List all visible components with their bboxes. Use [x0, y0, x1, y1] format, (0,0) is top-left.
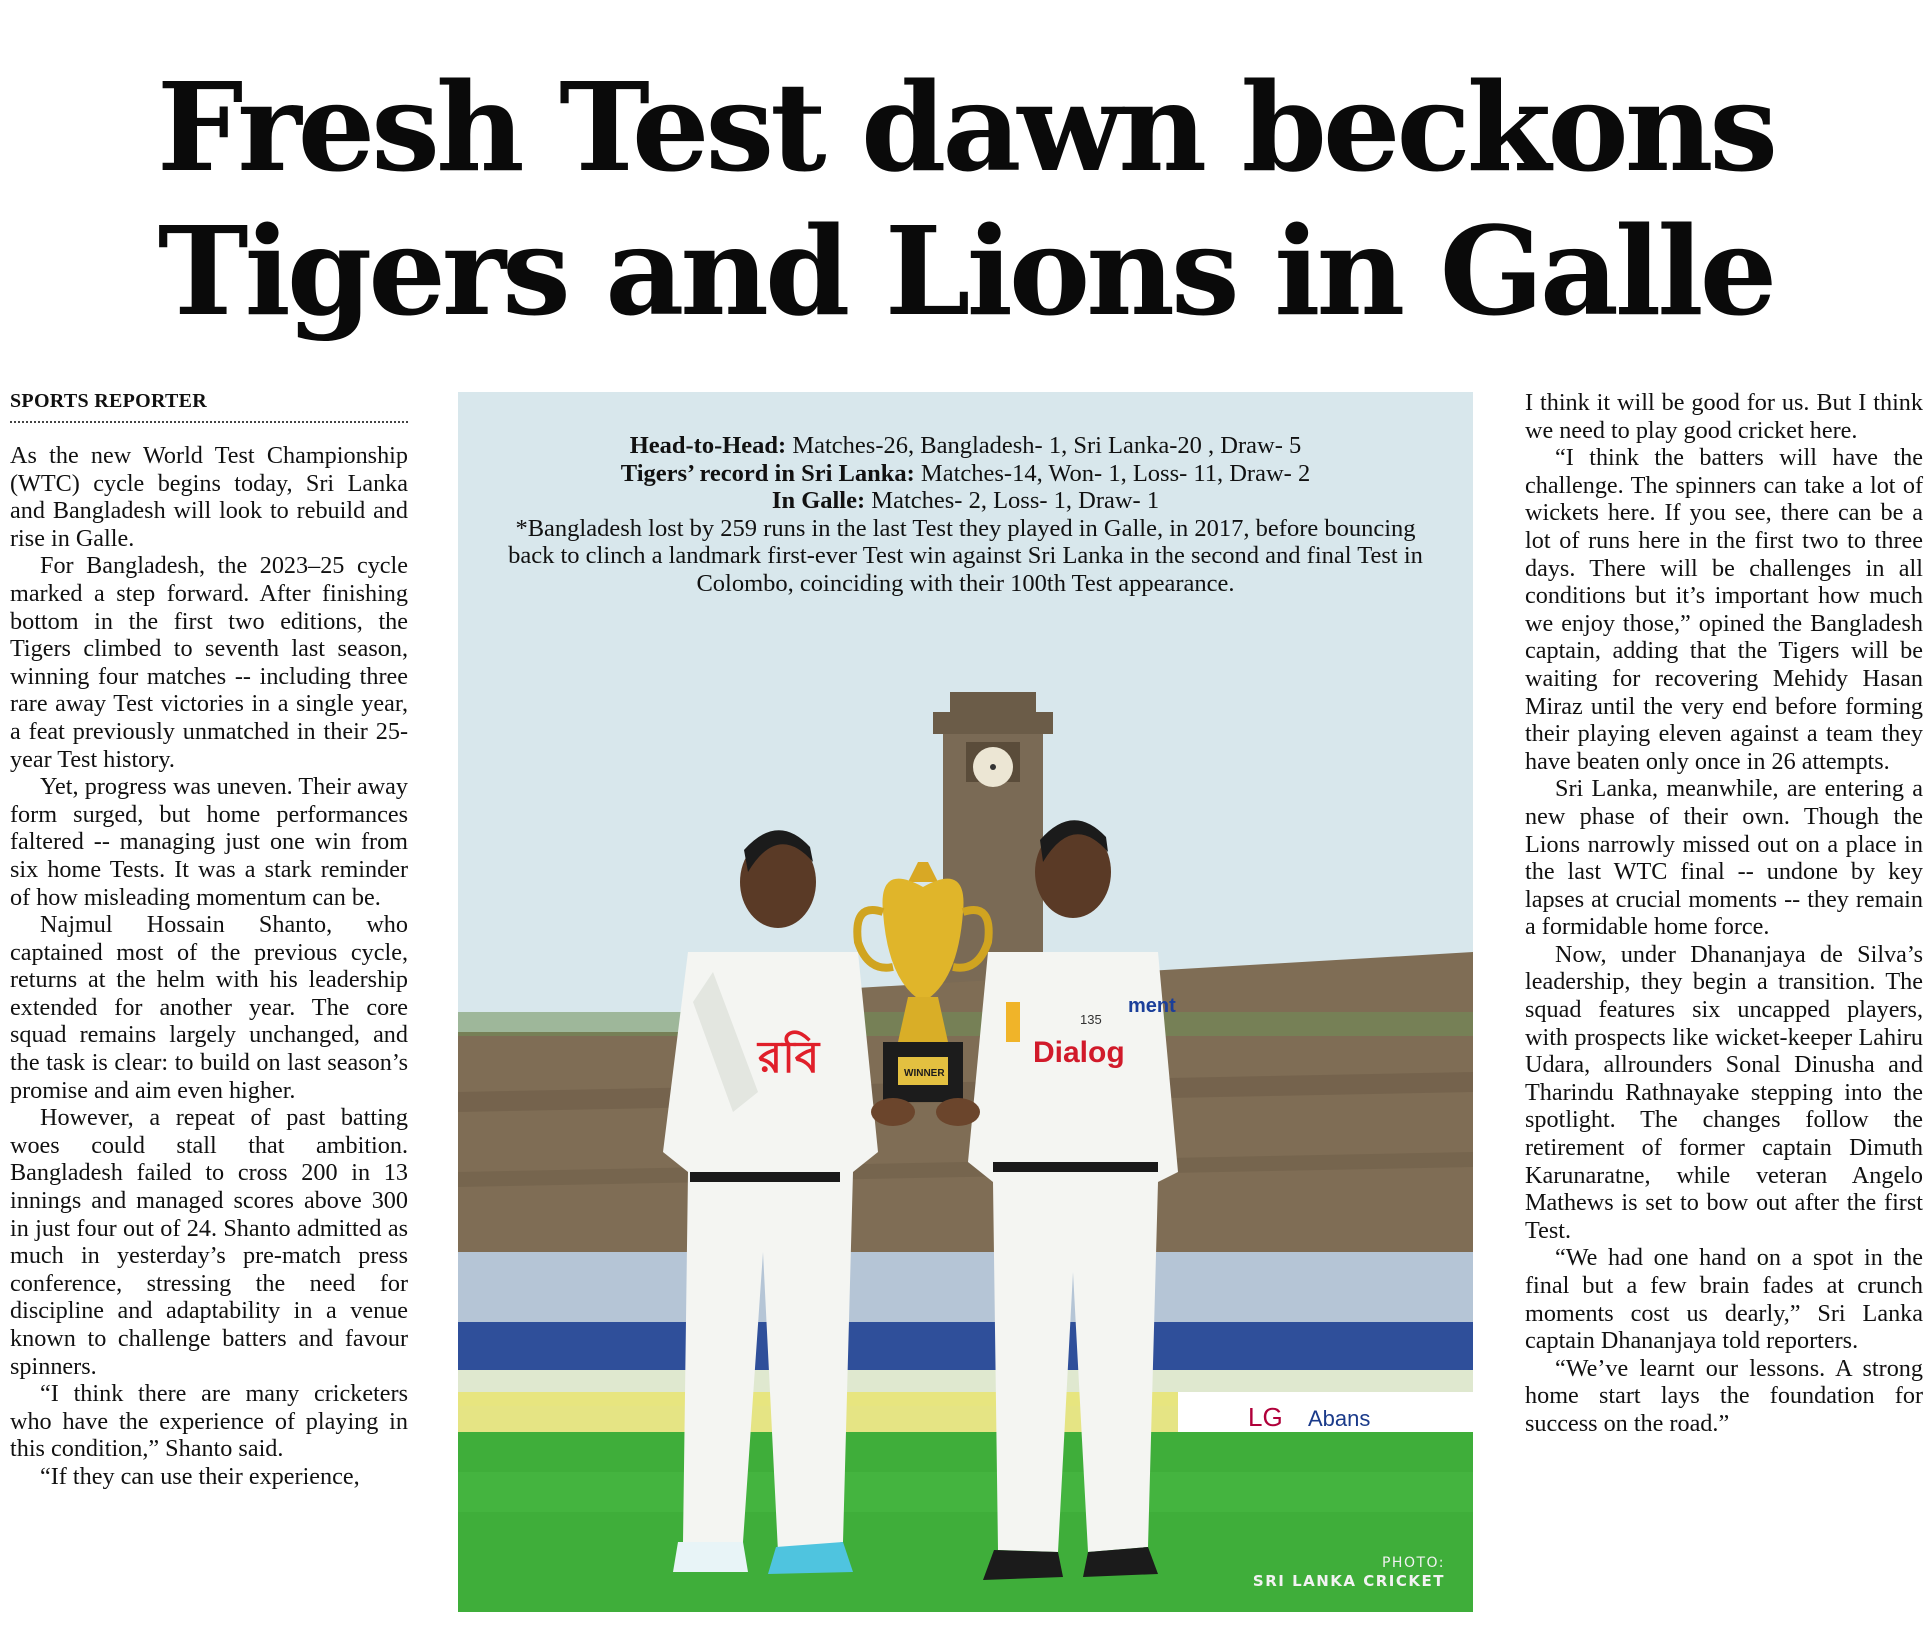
paragraph: For Bangladesh, the 2023–25 cycle marked a step forward. After finishing bottom in the first two editions, the Tigers climbed to seventh last season, winning four matches -- including three rare away Test victories in a single year, a feat previously unmatched in their 25-year Test history. — [10, 552, 408, 773]
photo-credit-label: PHOTO: — [1381, 1555, 1445, 1571]
stat-label: Head-to-Head: — [629, 432, 787, 459]
headline — [0, 55, 1931, 343]
board-abans-text: Abans — [1308, 1406, 1371, 1431]
paragraph: Now, under Dhananjaya de Silva’s leadership, they begin a transition. The squad features six uncapped players, with prospects like wicket-keeper Lahiru Udara, allrounders Sonal Dinusha and Tharindu Rathnayake stepping into the spotlight. The changes follow the retirement of former captain Dimuth Karunaratne, while veteran Angelo Mathews is set to bow out after the first Test. — [1525, 940, 1923, 1244]
sleeve-sponsor: ment — [1128, 995, 1176, 1017]
trophy-plate-text: WINNER — [904, 1068, 945, 1079]
paragraph: “If they can use their experience, — [40, 1462, 360, 1490]
jersey-logo-left: রবি — [758, 1032, 820, 1083]
byline: SPORTS REPORTER — [10, 390, 408, 423]
headline-line-2: Tigers and Lions in Galle — [157, 199, 1774, 343]
paragraph: “I think the batters will have the challenge. The spinners can take a lot of wickets here. If you see, there can be a lot of runs here in the first two to three days. There will be challenges in all conditions but it’s important how much we enjoy those,” opined the Bangladesh captain, adding that the Tigers will be waiting for recovering Mehidy Hasan Miraz until the very end before forming their playing eleven against a team they have beaten only once in 26 attempts. — [1525, 444, 1923, 775]
stat-label: In Galle: — [771, 487, 866, 514]
feature-photo — [458, 392, 1473, 1612]
paragraph: “I think there are many cricketers who have the experience of playing in this condition,” Shanto said. — [10, 1380, 408, 1463]
paragraph: “We’ve learnt our lessons. A strong home start lays the foundation for success on the road.” — [1525, 1354, 1923, 1437]
jersey-number: 135 — [1080, 1012, 1102, 1027]
stat-head-to-head — [458, 432, 1473, 460]
stat-tigers-record — [458, 460, 1473, 488]
stat-value: Matches- 2, Loss- 1, Draw- 1 — [865, 487, 1160, 514]
article-column-1 — [10, 442, 408, 1491]
article-column-3 — [1525, 389, 1923, 1438]
stat-value: Matches-26, Bangladesh- 1, Sri Lanka-20 , Draw- 5 — [786, 432, 1302, 459]
photo-credit — [1253, 1554, 1445, 1590]
jersey-logo-right: Dialog — [1033, 1036, 1125, 1069]
paragraph: “We had one hand on a spot in the final but a few brain fades at crunch moments cost us dearly,” Sri Lanka captain Dhananjaya told reporters. — [1525, 1244, 1923, 1355]
photo-credit-source: SRI LANKA CRICKET — [1252, 1572, 1445, 1590]
paragraph: Najmul Hossain Shanto, who captained most of the previous cycle, returns at the helm with his leadership extended for another year. The core squad remains largely unchanged, and the task is clear: to build on last season’s promise and aim even higher. — [10, 911, 408, 1104]
stat-in-galle — [458, 487, 1473, 515]
head-to-head-stats — [458, 432, 1473, 597]
paragraph: Sri Lanka, meanwhile, are entering a new phase of their own. Though the Lions narrowly missed out on a place in the last WTC final -- undone by key lapses at crucial moments -- they remain a formidable home force. — [1525, 775, 1923, 941]
paragraph: However, a repeat of past batting woes could stall that ambition. Bangladesh failed to cross 200 in 13 innings and managed scores above 300 in just four out of 24. Shanto admitted as much in yesterday’s pre-match press conference, stressing the need for discipline and adaptability in a venue known to challenge batters and favour spinners. — [10, 1104, 408, 1380]
headline-line-1: Fresh Test dawn beckons — [156, 55, 1775, 199]
stat-note: *Bangladesh lost by 259 runs in the last Test they played in Galle, in 2017, before bouncing back to clinch a landmark first-ever Test win against Sri Lanka in the second and final Test in Colombo, coinciding with their 100th Test appearance. — [508, 514, 1423, 597]
board-lg-text: LG — [1248, 1402, 1283, 1432]
paragraph: Yet, progress was uneven. Their away form surged, but home performances faltered -- managing just one win from six home Tests. It was a stark reminder of how misleading momentum can be. — [10, 773, 408, 911]
paragraph: As the new World Test Championship (WTC) cycle begins today, Sri Lanka and Bangladesh will look to rebuild and rise in Galle. — [10, 442, 408, 552]
stat-label: Tigers’ record in Sri Lanka: — [620, 459, 915, 487]
stat-value: Matches-14, Won- 1, Loss- 11, Draw- 2 — [914, 459, 1311, 487]
paragraph: I think it will be good for us. But I think we need to play good cricket here. — [1525, 389, 1923, 444]
